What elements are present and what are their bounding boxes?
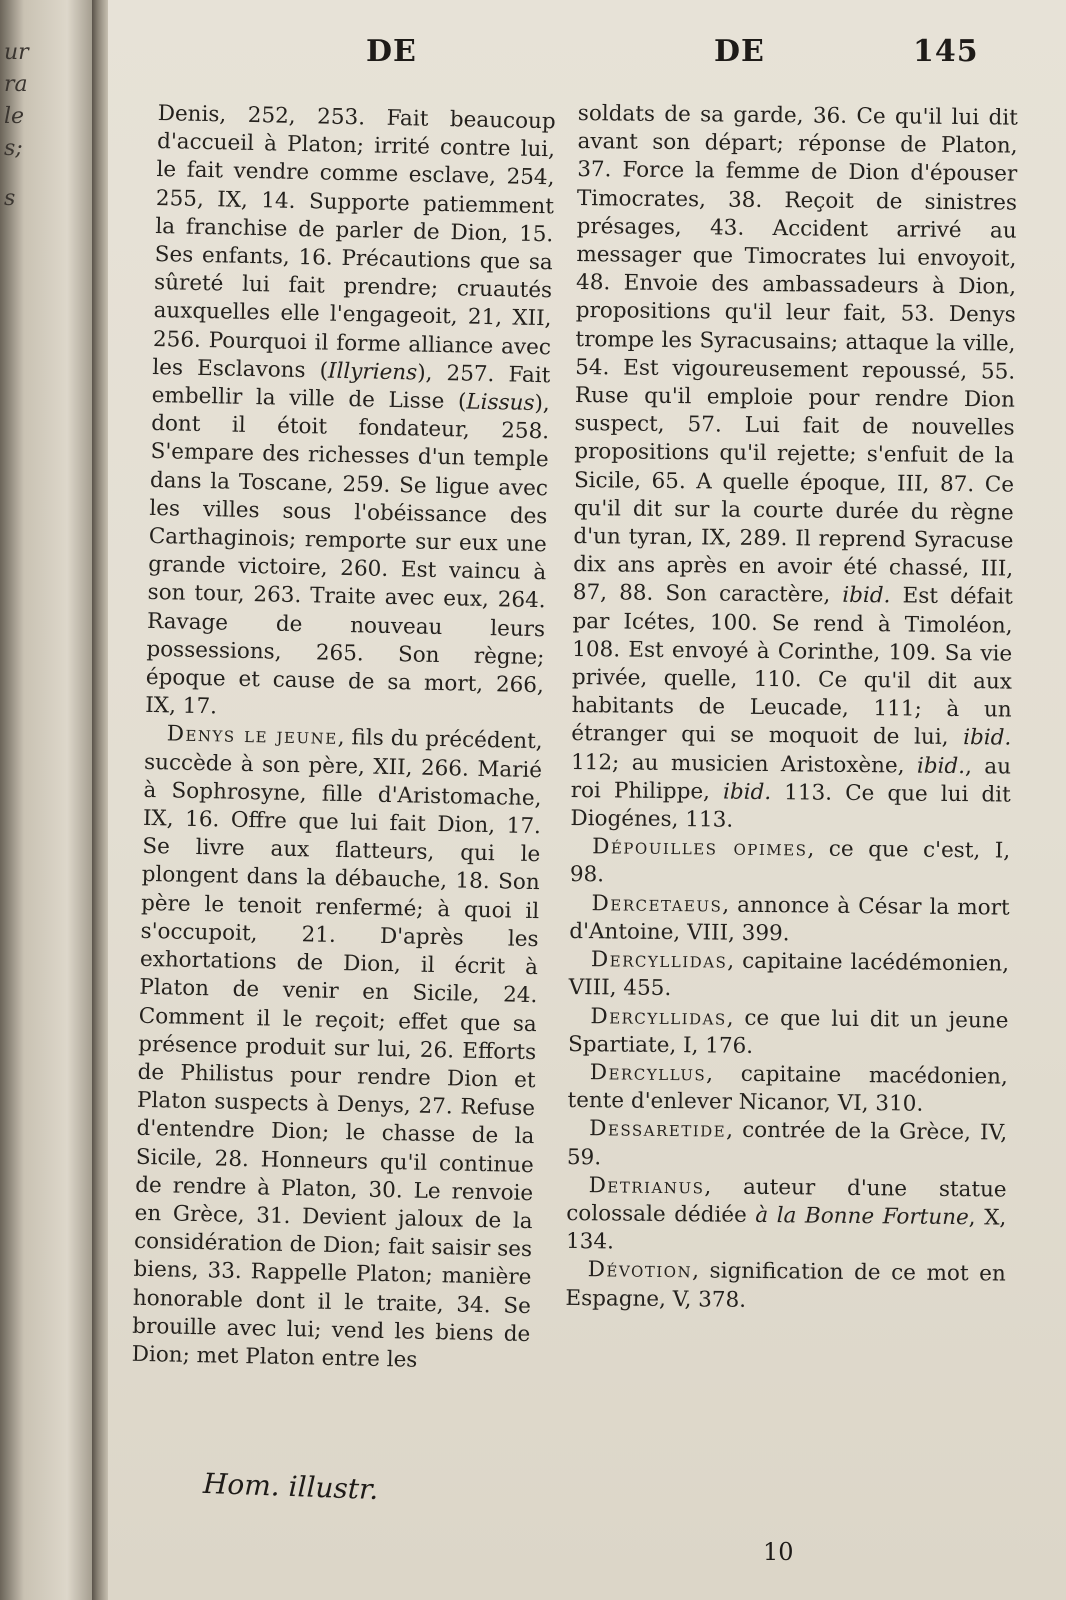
index-entry-continued: soldats de sa garde, 36. Ce qu'il lui dit avant son départ; réponse de Platon, 37. Force la femme de Dion d'épouser Timocrates, 38. Reçoit de sinistres présages, 43. Accident arrivé au messager que Timocrates lui envoyoit, 48. Envoie des ambassadeurs à Dion, propositions qu'il leur fait, 53. Denys trompe les Syracusains; attaque la ville, 54. Est vigoureusement repoussé, 55. Ruse qu'il emploie pour rendre Dion suspect, 57. Lui fait de nouvelles propositions qu'il rejette; s'enfuit de la Sicile, 65. A quelle époque, III, 87. Ce qu'il dit sur la courte durée du règne d'un tyran, IX, 289. Il reprend Syracuse dix ans après en avoir été chassé, III, 87, 88. Son caractère, ibid. Est défait par Icétes, 100. Se rend à Timoléon, 108. Est envoyé à Corinthe, 109. Sa vie privée, quelle, 110. Ce qu'il dit aux habitants de Leucade, 111; à un étranger qui se moquoit de lui, ibid. 112; au musicien Aristoxène, ibid., au roi Philippe, ibid. 113. Ce que lui dit Diogénes, 113. — [570, 100, 1018, 833]
signature-number: 10 — [763, 1538, 794, 1566]
index-entry: Dercetaeus, annonce à César la mort d'Antoine, VIII, 399. — [569, 890, 1010, 947]
right-column — [565, 100, 1018, 1317]
index-entry: Dévotion, signification de ce mot en Espagne, V, 378. — [565, 1257, 1006, 1313]
running-header — [108, 34, 1066, 84]
header-center-word: DE — [714, 34, 765, 69]
left-page-fragment: ur — [4, 40, 29, 65]
index-entry: Dercyllidas, ce que lui dit un jeune Spartiate, I, 176. — [567, 1003, 1009, 1059]
book-gutter — [92, 0, 108, 1600]
index-entry: Dercyllus, capitaine macédonien, tente d'enlever Nicanor, VI, 310. — [567, 1060, 1008, 1117]
left-page-fragment: s; — [4, 136, 23, 161]
index-entry: Dépouilles opimes, ce que c'est, I, 98. — [569, 834, 1011, 888]
signature-mark: Hom. illustr. — [202, 1466, 379, 1507]
left-column — [131, 100, 555, 1377]
left-page-fragment: le — [4, 104, 25, 129]
index-entry: Detrianus, auteur d'une statue colossale dédiée à la Bonne Fortune, X, 134. — [565, 1172, 1007, 1255]
index-entry: Denys le jeune, fils du précédent, succède à son père, XII, 266. Marié à Sophrosyne, fille d'Aristomache, IX, 16. Offre que lui fait Dion, 17. Se livre aux flatteurs, qui le plongent dans la débauche, 18. Son père le tenoit renfermé; à quoi il s'occupoit, 21. D'après les exhortations de Dion, il écrit à Platon de venir en Sicile, 24. Comment il le reçoit; effet que sa présence produit sur lui, 26. Efforts de Philistus pour rendre Dion et Platon suspects à Denys, 27. Refuse d'entendre Dion; le chasse de la Sicile, 28. Honneurs qu'il continue de rendre à Platon, 30. Le renvoie en Grèce, 31. Devient jaloux de la considération de Dion; fait saisir ses biens, 33. Rappelle Platon; manière honorable dont il le traite, 34. Se brouille avec lui; vend les biens de Dion; met Platon entre les — [131, 721, 543, 1373]
index-page — [108, 0, 1066, 1600]
index-entry: Dessaretide, contrée de la Grèce, IV, 59. — [566, 1116, 1008, 1170]
header-left-word: DE — [366, 34, 417, 69]
index-entry: Dercyllidas, capitaine lacédémonien, VIII, 455. — [568, 947, 1010, 1002]
left-page-fragment: s — [4, 186, 16, 211]
left-page-edge — [0, 0, 96, 1600]
page-number: 145 — [913, 34, 979, 69]
index-entry-continued: Denis, 252, 253. Fait beaucoup d'accueil à Platon; irrité contre lui, le fait vendre comme esclave, 254, 255, IX, 14. Supporte patiemment la franchise de parler de Dion, 15. Ses enfants, 16. Précautions que sa sûreté lui fait prendre; cruautés auxquelles elle l'engageoit, 21, XII, 256. Pourquoi il forme alliance avec les Esclavons (Illyriens), 257. Fait embellir la ville de Lisse (Lissus), dont il étoit fondateur, 258. S'empare des richesses d'un temple dans la Toscane, 259. Se ligue avec les villes sous l'obéissance des Carthaginois; remporte sur eux une grande victoire, 260. Est vaincu à son tour, 263. Traite avec eux, 264. Ravage de nouveau leurs possessions, 265. Son règne; époque et cause de sa mort, 266, IX, 17. — [145, 100, 556, 720]
left-page-fragment: ra — [4, 72, 28, 97]
